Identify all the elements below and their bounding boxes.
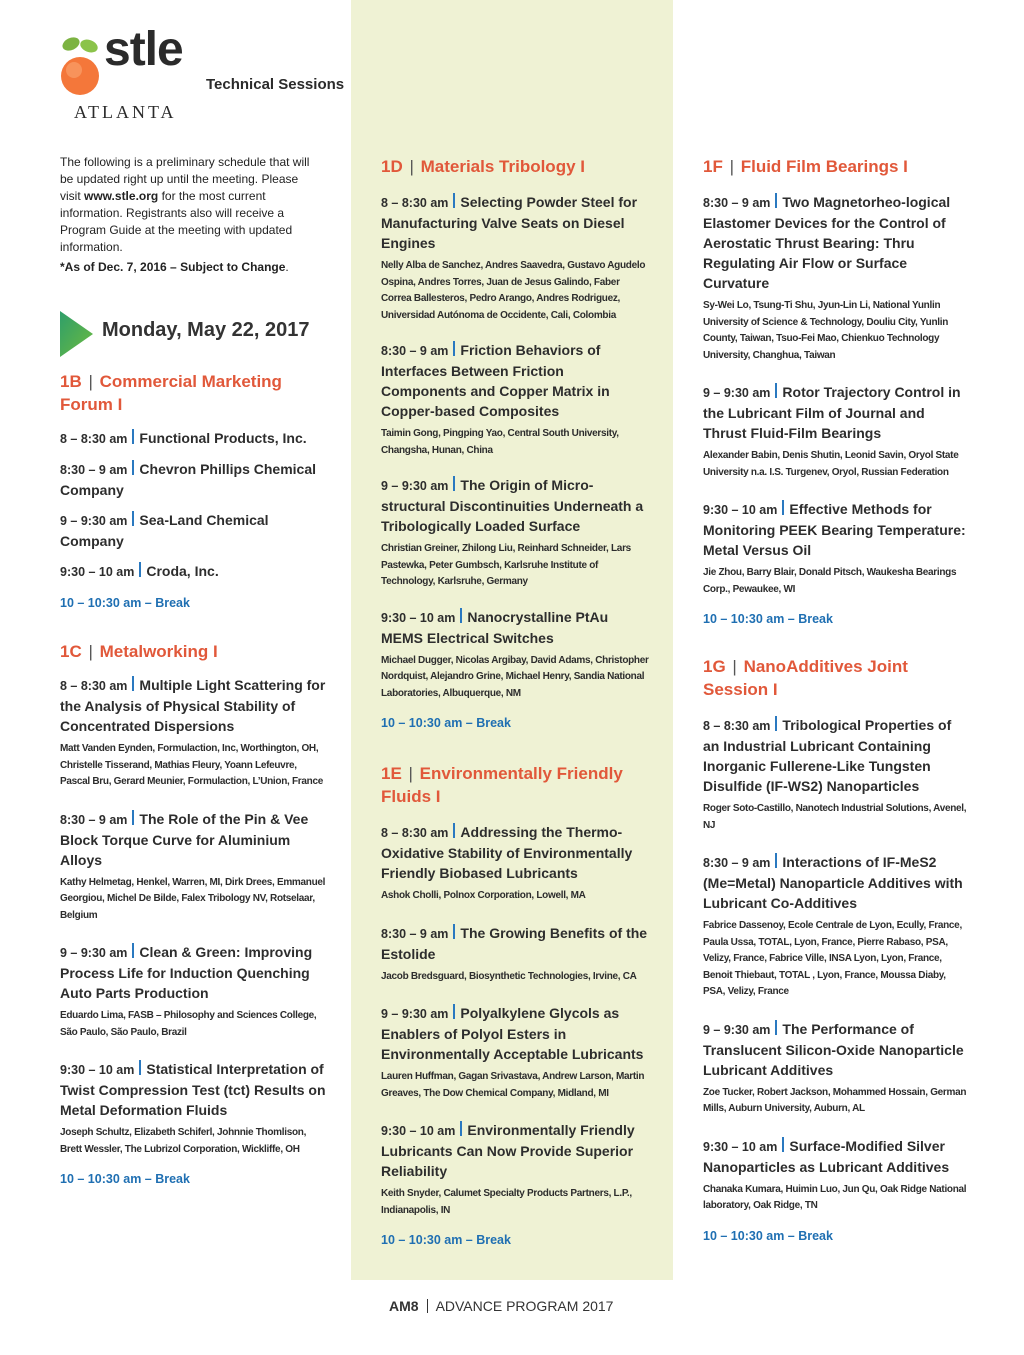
talk-line <box>381 607 651 648</box>
talk-time: 9 – 9:30 am <box>381 1007 449 1021</box>
time-divider <box>453 823 455 838</box>
talk-title: Clean & Green: Improving Process Life for Induction Quenching Auto Parts Production <box>60 944 313 1001</box>
time-divider <box>453 1004 455 1019</box>
time-divider <box>132 810 134 825</box>
time-divider <box>139 562 141 577</box>
talk-title: Friction Behaviors of Interfaces Between Friction Components and Copper Matrix in Copper-based Composites <box>381 342 610 419</box>
talk-time: 8 – 8:30 am <box>60 679 128 693</box>
talk-title: Effective Methods for Monitoring PEEK Bearing Temperature: Metal Versus Oil <box>703 501 966 558</box>
session-code: 1C <box>60 642 82 661</box>
session-name: Fluid Film Bearings I <box>740 157 908 176</box>
talk-item <box>381 340 651 459</box>
session-code: 1B <box>60 372 82 391</box>
talk-time: 8 – 8:30 am <box>381 196 449 210</box>
talk-line <box>381 475 651 536</box>
talk-authors: Alexander Babin, Denis Shutin, Leonid Savin, Oryol State University n.a. I.S. Turgenev, Oryol, Russian Federation <box>703 450 959 478</box>
time-divider <box>775 716 777 731</box>
talk-authors: Nelly Alba de Sanchez, Andres Saavedra, Gustavo Agudelo Ospina, Andres Torres, Juan de Jesus Galindo, Faber Correa Ballesteros, Pedro Arango, Andres Rodriguez, Universidad Autónoma de Occidente, Cali, Colombia <box>381 260 646 321</box>
break-label: 10 – 10:30 am – Break <box>703 1228 833 1243</box>
talk-title: Multiple Light Scattering for the Analysis of Physical Stability of Concentrated Dispersions <box>60 677 326 734</box>
talk-time: 9:30 – 10 am <box>381 1124 456 1138</box>
talk-line <box>60 510 326 551</box>
title-divider: | <box>727 657 742 676</box>
talk-item <box>60 561 326 582</box>
talk-line <box>60 942 326 1003</box>
day-title: Monday, May 22, 2017 <box>102 319 310 341</box>
footer <box>389 1298 613 1314</box>
title-divider: | <box>403 764 418 783</box>
break-label: 10 – 10:30 am – Break <box>60 1172 190 1186</box>
talk-title: Two Magnetorheo-logical Elastomer Devices for the Control of Aerostatic Thrust Bearing: Thru Regulating Air Flow or Surface Curvature <box>703 194 951 291</box>
session-1C <box>60 640 326 1186</box>
talk-time: 9 – 9:30 am <box>60 514 128 528</box>
talk-title: Polyalkylene Glycols as Enablers of Polyol Esters in Environmentally Acceptable Lubricants <box>381 1005 644 1062</box>
session-name: Environmentally Friendly Fluids I <box>381 764 623 806</box>
talk-line <box>703 499 969 560</box>
talk-line <box>703 715 969 796</box>
talk-time: 8:30 – 9 am <box>60 463 128 477</box>
intro-part1: The following is a preliminary schedule that will be updated right up until the meeting. Please visit <box>60 155 310 203</box>
talk-time: 8 – 8:30 am <box>381 826 449 840</box>
talk-time: 9:30 – 10 am <box>60 1063 135 1077</box>
triangle-icon <box>60 311 93 357</box>
talk-item <box>60 1059 326 1158</box>
time-divider <box>453 341 455 356</box>
title-divider: | <box>724 157 739 176</box>
talk-item <box>381 475 651 591</box>
talk-title: Surface-Modified Silver Nanoparticles as Lubricant Additives <box>703 1137 950 1175</box>
talk-item <box>60 428 326 449</box>
talk-title: Chevron Phillips Chemical Company <box>60 461 317 498</box>
talk-item <box>381 822 651 905</box>
session-name: NanoAdditives Joint Session I <box>703 657 908 699</box>
talk-time: 9:30 – 10 am <box>60 565 135 579</box>
session-code: 1F <box>703 157 723 176</box>
talk-item <box>703 192 969 364</box>
session-name: Commercial Marketing Forum I <box>60 372 282 414</box>
talk-authors: Michael Dugger, Nicolas Argibay, David Adams, Christopher Nordquist, Alejandro Grine, Michael Henry, Sandia National Laboratories, Albuquerque, NM <box>381 654 649 699</box>
session-code: 1G <box>703 657 726 676</box>
stle-logo <box>55 23 355 124</box>
talk-authors: Lauren Huffman, Gagan Srivastava, Andrew Larson, Martin Greaves, The Dow Chemical Company, Midland, MI <box>381 1071 645 1099</box>
time-divider <box>775 193 777 208</box>
talk-line <box>381 822 651 883</box>
talk-title: The Performance of Translucent Silicon-Oxide Nanoparticle Lubricant Additives <box>703 1020 964 1078</box>
logo-city: ATLANTA <box>74 102 177 122</box>
session-title <box>381 155 651 178</box>
talk-title: Functional Products, Inc. <box>139 430 307 446</box>
talk-title: Interactions of IF-MeS2 (Me=Metal) Nanoparticle Additives with Lubricant Co-Additives <box>703 854 963 911</box>
talk-time: 8 – 8:30 am <box>60 432 128 446</box>
talk-line <box>381 192 651 253</box>
talk-time: 9 – 9:30 am <box>60 946 128 960</box>
talk-line <box>60 459 326 500</box>
talk-time: 8:30 – 9 am <box>60 812 128 827</box>
break-label: 10 – 10:30 am – Break <box>703 612 833 626</box>
time-divider <box>132 676 134 691</box>
session-1D <box>381 155 651 730</box>
page-number: AM8 <box>389 1298 419 1314</box>
talk-item <box>381 1003 651 1102</box>
talk-item <box>703 852 969 1001</box>
session-title <box>60 370 326 416</box>
time-divider <box>132 460 134 475</box>
intro-part2: for the most current information. Registrants also will receive a Program Guide at the meeting with updated information. <box>60 189 293 254</box>
footer-label: ADVANCE PROGRAM 2017 <box>435 1298 614 1314</box>
time-divider <box>453 476 455 491</box>
talk-authors: Keith Snyder, Calumet Specialty Products Partners, L.P., Indianapolis, IN <box>381 1188 632 1216</box>
talk-line <box>60 1059 326 1120</box>
session-1B <box>60 370 326 610</box>
peach-icon <box>55 34 107 98</box>
section-title: Technical Sessions <box>206 76 345 93</box>
session-name: Materials Tribology I <box>420 157 585 176</box>
talk-time: 9:30 – 10 am <box>381 610 456 625</box>
talk-item <box>703 1136 969 1215</box>
talk-item <box>60 459 326 500</box>
session-1F <box>703 155 969 626</box>
time-divider <box>132 943 134 958</box>
talk-title: Croda, Inc. <box>146 563 219 579</box>
talk-item <box>381 1120 651 1219</box>
talk-authors: Jacob Bredsguard, Biosynthetic Technologies, Irvine, CA <box>381 970 637 982</box>
talk-time: 8:30 – 9 am <box>703 856 771 870</box>
session-title <box>703 155 969 178</box>
talk-title: The Role of the Pin & Vee Block Torque Curve for Aluminium Alloys <box>60 810 309 868</box>
break-label: 10 – 10:30 am – Break <box>381 716 511 730</box>
talk-line <box>381 923 651 964</box>
talk-authors: Fabrice Dassenoy, Ecole Centrale de Lyon, Ecully, France, Paula Ussa, TOTAL, Lyon, France, Pierre Rabaso, PSA, Velizy, France, Fabrice Ville, INSA Lyon, Lyon, France, Benoit Thiebaut, TOTAL , Lyon, France, Moussa Diaby, PSA, Velizy, France <box>703 920 962 997</box>
talk-title: Environmentally Friendly Lubricants Can Now Provide Superior Reliability <box>381 1122 635 1179</box>
talk-line <box>381 1120 651 1181</box>
talk-authors: Kathy Helmetag, Henkel, Warren, MI, Dirk Drees, Emmanuel Georgiou, Michel De Bilde, Falex Tribology NV, Rotselaar, Belgium <box>60 876 326 921</box>
talk-item <box>60 942 326 1041</box>
time-divider <box>132 511 134 526</box>
talk-line <box>703 382 969 443</box>
talk-item <box>703 715 969 834</box>
title-divider: | <box>83 372 98 391</box>
time-divider <box>775 1020 777 1035</box>
talk-title: The Growing Benefits of the Estolide <box>381 924 648 962</box>
session-name: Metalworking I <box>99 642 218 661</box>
talk-authors: Chanaka Kumara, Huimin Luo, Jun Qu, Oak Ridge National laboratory, Oak Ridge, TN <box>703 1183 967 1211</box>
day-header <box>60 311 340 357</box>
time-divider <box>139 1060 141 1075</box>
talk-line <box>60 809 326 870</box>
talk-line <box>703 1019 969 1080</box>
talk-line <box>703 852 969 913</box>
talk-time: 8 – 8:30 am <box>703 719 771 733</box>
talk-item <box>60 510 326 551</box>
intro-url[interactable]: www.stle.org <box>84 189 159 203</box>
talk-authors: Christian Greiner, Zhilong Liu, Reinhard Schneider, Lars Pastewka, Peter Gumbsch, Karlsruhe Institute of Technology, Karlsruhe, Germany <box>381 543 631 587</box>
talk-line <box>381 340 651 421</box>
talk-item <box>381 923 651 986</box>
session-code: 1E <box>381 764 402 783</box>
talk-title: Addressing the Thermo-Oxidative Stability of Environmentally Friendly Biobased Lubricants <box>381 824 633 881</box>
talk-authors: Roger Soto-Castillo, Nanotech Industrial Solutions, Avenel, NJ <box>703 803 967 831</box>
session-title <box>703 655 969 701</box>
talk-line <box>60 675 326 736</box>
time-divider <box>782 1137 784 1152</box>
talk-time: 8:30 – 9 am <box>381 344 449 358</box>
time-divider <box>460 1121 462 1136</box>
time-divider <box>782 500 784 515</box>
talk-authors: Sy-Wei Lo, Tsung-Ti Shu, Jyun-Lin Li, National Yunlin University of Science & Technology, Douliu City, Yunlin County, Taiwan, Tsuo-Fei Mao, Chienkuo Technology University, Changhua, Taiwan <box>703 300 949 361</box>
session-title <box>381 762 651 808</box>
talk-time: 9 – 9:30 am <box>703 386 771 400</box>
talk-authors: Jie Zhou, Barry Blair, Donald Pitsch, Waukesha Bearings Corp., Pewaukee, WI <box>703 567 957 595</box>
talk-title: Tribological Properties of an Industrial Lubricant Containing Inorganic Fullerene-Like Tungsten Disulfide (IF-WS2) Nanoparticles <box>703 717 952 794</box>
session-title <box>60 640 326 663</box>
talk-item <box>381 192 651 324</box>
talk-item <box>60 675 326 791</box>
talk-authors: Ashok Cholli, Polnox Corporation, Lowell, MA <box>381 890 586 901</box>
break-label: 10 – 10:30 am – Break <box>60 596 190 610</box>
intro-text <box>60 154 322 256</box>
talk-time: 9:30 – 10 am <box>703 1139 778 1154</box>
talk-line <box>60 561 326 582</box>
as-of-note: *As of Dec. 7, 2016 – Subject to Change. <box>60 260 289 274</box>
as-of-text: *As of Dec. 7, 2016 – Subject to Change <box>60 260 286 274</box>
talk-time: 9 – 9:30 am <box>381 479 449 493</box>
logo-word: stle <box>104 23 183 76</box>
talk-item <box>60 809 326 925</box>
talk-item <box>381 607 651 703</box>
talk-title: Rotor Trajectory Control in the Lubricant Film of Journal and Thrust Fluid-Film Bearings <box>703 384 961 441</box>
title-divider: | <box>404 157 419 176</box>
talk-authors: Joseph Schultz, Elizabeth Schiferl, Johnnie Thomlison, Brett Wessler, The Lubrizol Corporation, Wickliffe, OH <box>60 1127 307 1155</box>
time-divider <box>775 383 777 398</box>
session-1E <box>381 762 651 1247</box>
talk-item <box>703 499 969 598</box>
talk-title: Statistical Interpretation of Twist Compression Test (tct) Results on Metal Deformation Fluids <box>60 1061 326 1118</box>
talk-time: 8:30 – 9 am <box>703 196 771 210</box>
talk-title: The Origin of Micro-structural Discontinuities Underneath a Tribologically Loaded Surface <box>381 477 644 534</box>
time-divider <box>453 924 455 939</box>
talk-time: 8:30 – 9 am <box>381 926 449 941</box>
talk-line <box>381 1003 651 1064</box>
talk-authors: Zoe Tucker, Robert Jackson, Mohammed Hossain, German Mills, Auburn University, Auburn, AL <box>703 1086 967 1114</box>
title-divider: | <box>83 642 98 661</box>
footer-divider <box>427 1299 428 1313</box>
session-code: 1D <box>381 157 403 176</box>
talk-title: Sea-Land Chemical Company <box>60 512 269 549</box>
talk-authors: Eduardo Lima, FASB – Philosophy and Sciences College, São Paulo, São Paulo, Brazil <box>60 1010 317 1038</box>
time-divider <box>132 429 134 444</box>
talk-title: Selecting Powder Steel for Manufacturing Valve Seats on Diesel Engines <box>381 194 638 251</box>
talk-item <box>703 1019 969 1118</box>
talk-title: Nanocrystalline PtAu MEMS Electrical Switches <box>381 608 609 646</box>
talk-time: 9:30 – 10 am <box>703 503 778 517</box>
talk-line <box>703 192 969 293</box>
break-label: 10 – 10:30 am – Break <box>381 1233 511 1247</box>
talk-authors: Taimin Gong, Pingping Yao, Central South University, Changsha, Hunan, China <box>381 428 619 456</box>
time-divider <box>453 193 455 208</box>
talk-time: 9 – 9:30 am <box>703 1022 771 1037</box>
talk-line <box>703 1136 969 1177</box>
time-divider <box>460 608 462 623</box>
talk-line <box>60 428 326 449</box>
talk-authors: Matt Vanden Eynden, Formulaction, Inc, Worthington, OH, Christelle Tisserand, Mathias Fleury, Yoann Lefeuvre, Pascal Bru, Gerard Meunier, Formulaction, L’Union, France <box>60 743 323 787</box>
session-1G <box>703 655 969 1243</box>
talk-item <box>703 382 969 481</box>
time-divider <box>775 853 777 868</box>
